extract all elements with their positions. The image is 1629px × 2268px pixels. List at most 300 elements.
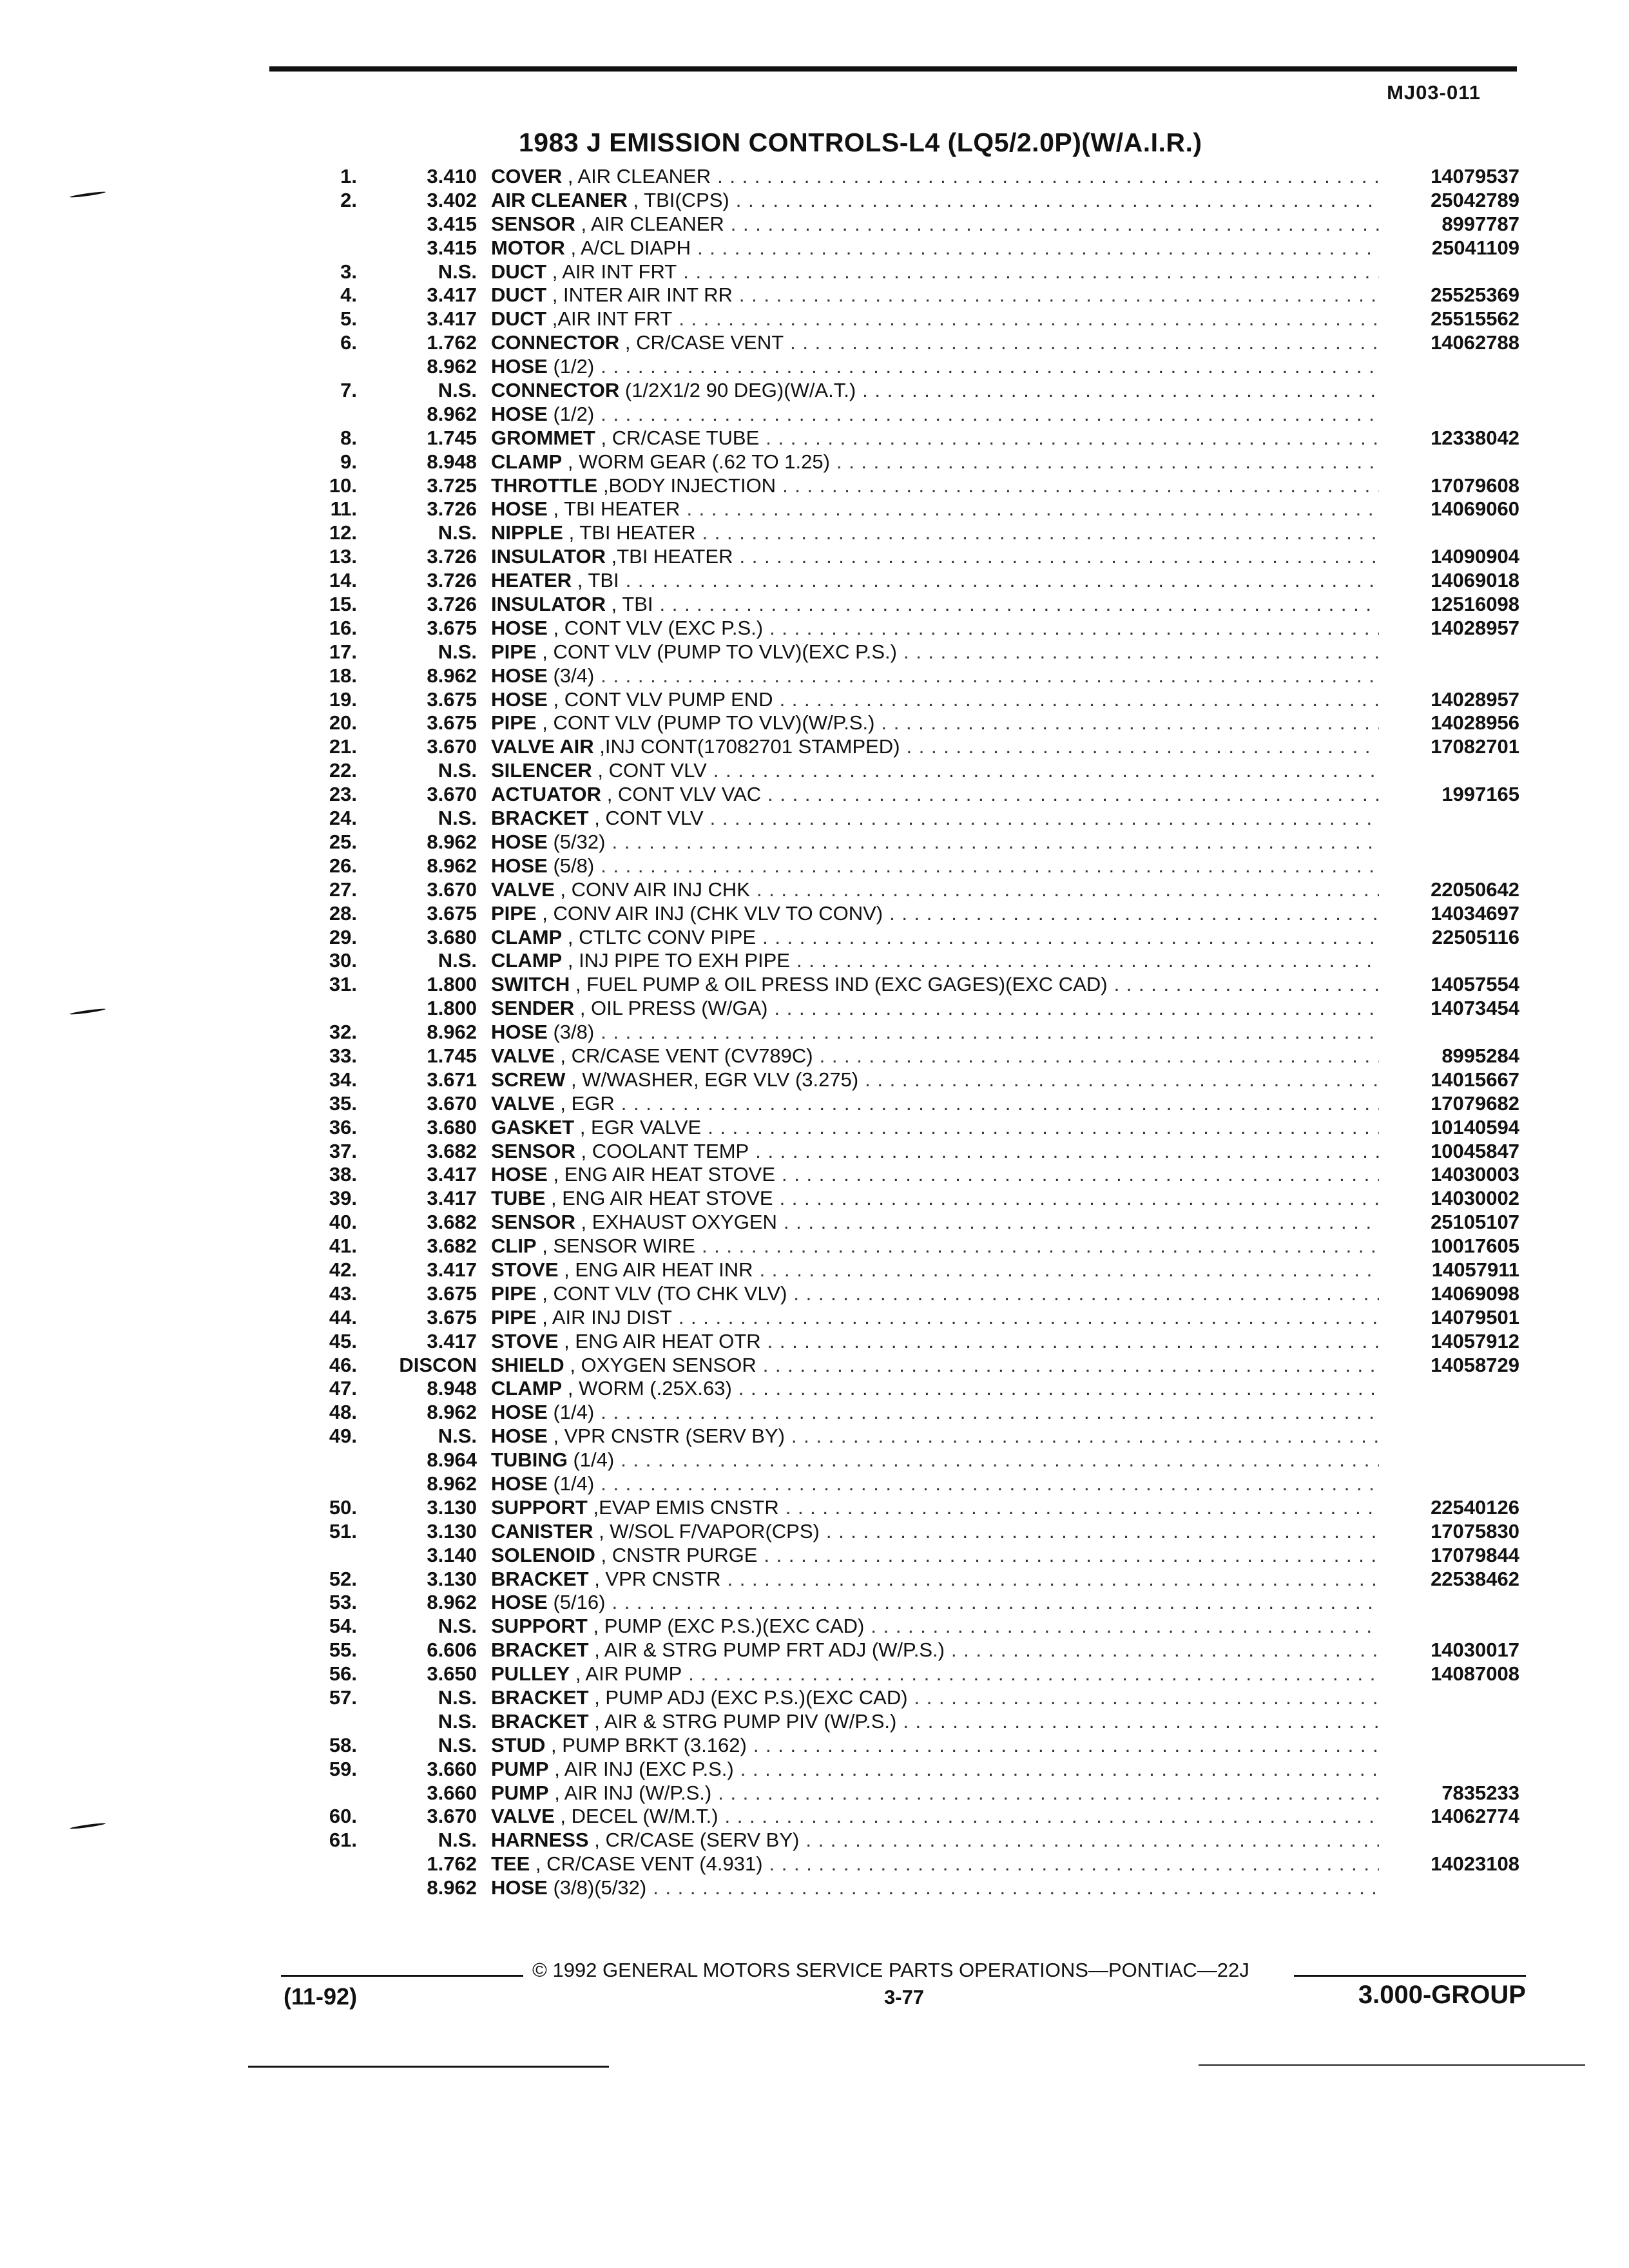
part-name: HOSE	[491, 687, 548, 711]
item-number: 51.	[329, 1519, 357, 1542]
group-number: 3.682	[427, 1235, 477, 1258]
part-row	[0, 1140, 1629, 1164]
group-number: 3.410	[427, 165, 477, 187]
part-number: 8997787	[1441, 212, 1519, 235]
part-number: 17079608	[1431, 474, 1519, 497]
part-name: SUPPORT	[491, 1495, 588, 1519]
part-row	[0, 1187, 1629, 1211]
top-rule	[269, 66, 1517, 72]
part-name: STOVE	[491, 1258, 559, 1281]
part-description	[491, 284, 1379, 307]
part-name: SENSOR	[491, 1139, 575, 1162]
part-row	[0, 593, 1629, 617]
part-description	[491, 1520, 1379, 1544]
group-number: 8.948	[427, 1377, 477, 1400]
part-name: INSULATOR	[491, 593, 606, 616]
part-description	[491, 593, 1379, 617]
part-row	[0, 284, 1629, 307]
part-number: 14057912	[1431, 1329, 1519, 1352]
part-description	[491, 973, 1379, 997]
part-row	[0, 331, 1629, 355]
part-row	[0, 688, 1629, 712]
part-number: 14028957	[1431, 616, 1519, 639]
item-number: 8.	[340, 426, 357, 449]
item-number: 49.	[329, 1425, 357, 1448]
part-description	[491, 1615, 1379, 1639]
part-name: NIPPLE	[491, 521, 563, 544]
item-number: 57.	[329, 1686, 357, 1709]
item-number: 54.	[329, 1615, 357, 1638]
part-number: 22050642	[1431, 878, 1519, 901]
part-detail: , PUMP ADJ (EXC P.S.)(EXC CAD)	[594, 1686, 908, 1709]
part-row	[0, 617, 1629, 640]
part-detail: , TBI HEATER	[553, 497, 680, 521]
part-detail: , W/SOL F/VAPOR(CPS)	[599, 1519, 820, 1542]
part-detail: ,BODY INJECTION	[602, 474, 776, 497]
item-number: 60.	[329, 1805, 357, 1828]
item-number: 25.	[329, 830, 357, 853]
group-number: 3.726	[427, 569, 477, 592]
group-number: 3.675	[427, 1282, 477, 1305]
part-row	[0, 403, 1629, 427]
part-detail: , ENG AIR HEAT STOVE	[551, 1187, 773, 1210]
part-name: ACTUATOR	[491, 783, 602, 806]
part-row	[0, 640, 1629, 664]
item-number: 58.	[329, 1733, 357, 1756]
part-detail: ,TBI HEATER	[611, 545, 733, 568]
part-description	[491, 1686, 1379, 1710]
part-detail: , ENG AIR HEAT OTR	[564, 1329, 761, 1352]
part-description	[491, 759, 1379, 783]
part-description	[491, 1591, 1379, 1615]
part-description	[491, 331, 1379, 355]
part-detail: , AIR INJ (W/P.S.)	[554, 1781, 712, 1804]
group-number: 8.962	[427, 402, 477, 425]
part-name: BRACKET	[491, 1686, 589, 1709]
part-name: TUBING	[491, 1448, 568, 1472]
part-description	[491, 1758, 1379, 1782]
part-detail: , CONT VLV VAC	[606, 783, 762, 806]
revision-date: (11-92)	[284, 1983, 358, 2010]
part-detail: , AIR & STRG PUMP FRT ADJ (W/P.S.)	[594, 1639, 945, 1662]
part-description	[491, 1354, 1379, 1378]
group-number: 3.670	[427, 1091, 477, 1115]
item-number: 16.	[329, 616, 357, 639]
part-name: CLAMP	[491, 1377, 563, 1400]
group-number: 3.417	[427, 284, 477, 307]
part-description	[491, 1092, 1379, 1116]
item-number: 28.	[329, 901, 357, 925]
part-description	[491, 403, 1379, 427]
group-number: 8.962	[427, 854, 477, 877]
part-row	[0, 545, 1629, 569]
group-number: 3.682	[427, 1211, 477, 1234]
part-row	[0, 521, 1629, 545]
group-number: 8.962	[427, 664, 477, 687]
part-row	[0, 165, 1629, 189]
group-number: 3.660	[427, 1757, 477, 1780]
group-number: 8.962	[427, 830, 477, 853]
group-number: N.S.	[438, 1733, 477, 1756]
part-description	[491, 1401, 1379, 1425]
item-number: 35.	[329, 1091, 357, 1115]
part-name: GROMMET	[491, 426, 595, 449]
part-row	[0, 260, 1629, 284]
part-row	[0, 1044, 1629, 1068]
part-name: PIPE	[491, 1282, 537, 1305]
part-detail: , CNSTR PURGE	[601, 1543, 758, 1566]
group-number: 1.800	[427, 997, 477, 1020]
group-number: N.S.	[438, 1425, 477, 1448]
part-row	[0, 236, 1629, 260]
group-number: N.S.	[438, 1615, 477, 1638]
part-detail: ,INJ CONT(17082701 STAMPED)	[599, 735, 900, 758]
item-number: 19.	[329, 687, 357, 711]
item-number: 39.	[329, 1187, 357, 1210]
part-row	[0, 1568, 1629, 1591]
part-row	[0, 1520, 1629, 1544]
part-description	[491, 1140, 1379, 1164]
part-number: 14062788	[1431, 331, 1519, 354]
part-name: SWITCH	[491, 973, 570, 996]
part-number: 14030002	[1431, 1187, 1519, 1210]
part-description	[491, 1044, 1379, 1068]
group-number: N.S.	[438, 640, 477, 663]
part-name: SILENCER	[491, 759, 592, 782]
item-number: 4.	[340, 284, 357, 307]
part-row	[0, 926, 1629, 950]
item-number: 41.	[329, 1235, 357, 1258]
part-description	[491, 878, 1379, 902]
part-detail: , CR/CASE TUBE	[601, 426, 760, 449]
part-detail: , AIR INJ (EXC P.S.)	[554, 1757, 734, 1780]
part-number: 14073454	[1431, 997, 1519, 1020]
part-name: PUMP	[491, 1757, 549, 1780]
item-number: 6.	[340, 331, 357, 354]
part-row	[0, 1662, 1629, 1686]
group-number: 1.745	[427, 426, 477, 449]
part-number: 14030003	[1431, 1163, 1519, 1186]
part-number: 25105107	[1431, 1211, 1519, 1234]
group-number: N.S.	[438, 521, 477, 544]
item-number: 46.	[329, 1353, 357, 1376]
part-name: HOSE	[491, 1021, 548, 1044]
part-description	[491, 831, 1379, 854]
part-name: HOSE	[491, 854, 548, 877]
part-number: 14057554	[1431, 973, 1519, 996]
part-row	[0, 831, 1629, 854]
part-number: 14034697	[1431, 901, 1519, 925]
part-description	[491, 1330, 1379, 1354]
part-number: 12338042	[1431, 426, 1519, 449]
part-number: 14087008	[1431, 1662, 1519, 1686]
part-row	[0, 450, 1629, 474]
group-number: 8.962	[427, 1021, 477, 1044]
part-description	[491, 1805, 1379, 1829]
part-name: BRACKET	[491, 1567, 589, 1590]
part-name: HOSE	[491, 497, 548, 521]
part-number: 8995284	[1441, 1044, 1519, 1067]
part-detail: , A/CL DIAPH	[570, 236, 691, 259]
part-row	[0, 854, 1629, 878]
item-number: 33.	[329, 1044, 357, 1067]
part-row	[0, 735, 1629, 759]
part-description	[491, 1425, 1379, 1448]
part-row	[0, 1448, 1629, 1472]
group-number: N.S.	[438, 379, 477, 402]
item-number: 23.	[329, 783, 357, 806]
part-number: 22540126	[1431, 1495, 1519, 1519]
group-number: 3.680	[427, 1115, 477, 1139]
part-name: HOSE	[491, 1876, 548, 1899]
part-name: SUPPORT	[491, 1615, 588, 1638]
item-number: 27.	[329, 878, 357, 901]
part-description	[491, 1448, 1379, 1472]
part-detail: , INTER AIR INT RR	[552, 284, 733, 307]
part-detail: , EGR VALVE	[579, 1115, 702, 1139]
part-description	[491, 711, 1379, 735]
part-number: 17079682	[1431, 1091, 1519, 1115]
group-number: 3.130	[427, 1567, 477, 1590]
part-detail: (1/2)	[553, 355, 595, 378]
group-number: 8.964	[427, 1448, 477, 1472]
item-number: 18.	[329, 664, 357, 687]
part-detail: , CONT VLV (EXC P.S.)	[553, 616, 764, 639]
part-detail: (1/4)	[553, 1472, 595, 1495]
part-detail: , FUEL PUMP & OIL PRESS IND (EXC GAGES)(EXC CAD)	[575, 973, 1108, 996]
item-number: 55.	[329, 1639, 357, 1662]
group-number: 3.130	[427, 1519, 477, 1542]
part-row	[0, 1544, 1629, 1568]
part-name: VALVE	[491, 1805, 555, 1828]
part-row	[0, 1472, 1629, 1496]
group-number: 3.671	[427, 1068, 477, 1091]
part-row	[0, 711, 1629, 735]
part-name: SENDER	[491, 997, 575, 1020]
part-name: HOSE	[491, 1401, 548, 1424]
group-number: 3.670	[427, 735, 477, 758]
part-row	[0, 1116, 1629, 1140]
item-number: 9.	[340, 450, 357, 473]
part-detail: , AIR & STRG PUMP PIV (W/P.S.)	[594, 1709, 897, 1733]
part-name: COVER	[491, 165, 563, 187]
part-row	[0, 759, 1629, 783]
item-number: 22.	[329, 759, 357, 782]
part-name: HOSE	[491, 1163, 548, 1186]
part-number: 10140594	[1431, 1115, 1519, 1139]
item-number: 24.	[329, 807, 357, 830]
part-row	[0, 1354, 1629, 1378]
part-row	[0, 664, 1629, 688]
group-label: 3.000-GROUP	[1358, 1981, 1526, 2009]
part-description	[491, 497, 1379, 521]
part-detail: , AIR CLEANER	[567, 165, 711, 187]
item-number: 45.	[329, 1329, 357, 1352]
part-name: CLAMP	[491, 925, 563, 948]
part-description	[491, 1876, 1379, 1900]
part-description	[491, 189, 1379, 213]
group-number: 8.948	[427, 450, 477, 473]
group-number: 6.606	[427, 1639, 477, 1662]
item-number: 20.	[329, 711, 357, 735]
group-number: 3.415	[427, 212, 477, 235]
group-number: 8.962	[427, 1472, 477, 1495]
group-number: 8.962	[427, 1401, 477, 1424]
part-detail: (3/8)(5/32)	[553, 1876, 647, 1899]
part-number: 14079537	[1431, 165, 1519, 187]
part-number: 25515562	[1431, 307, 1519, 331]
part-number: 17079844	[1431, 1543, 1519, 1566]
part-detail: , TBI(CPS)	[633, 188, 729, 211]
parts-list	[0, 165, 1629, 1900]
part-row	[0, 1068, 1629, 1092]
item-number: 14.	[329, 569, 357, 592]
group-number: 8.962	[427, 355, 477, 378]
part-description	[491, 1377, 1379, 1401]
part-detail: , EXHAUST OXYGEN	[581, 1211, 777, 1234]
group-number: N.S.	[438, 1709, 477, 1733]
part-detail: , EGR	[560, 1091, 615, 1115]
part-description	[491, 307, 1379, 331]
part-description	[491, 213, 1379, 236]
part-name: PULLEY	[491, 1662, 570, 1686]
group-number: 3.417	[427, 1329, 477, 1352]
part-name: PIPE	[491, 640, 537, 663]
group-number: 3.140	[427, 1543, 477, 1566]
group-number: N.S.	[438, 807, 477, 830]
part-description	[491, 997, 1379, 1021]
part-detail: , OIL PRESS (W/GA)	[579, 997, 768, 1020]
part-row	[0, 1805, 1629, 1829]
item-number: 31.	[329, 973, 357, 996]
part-name: HOSE	[491, 616, 548, 639]
part-row	[0, 1235, 1629, 1258]
item-number: 21.	[329, 735, 357, 758]
item-number: 32.	[329, 1021, 357, 1044]
group-number: 3.680	[427, 925, 477, 948]
part-number: 14090904	[1431, 545, 1519, 568]
group-number: 3.402	[427, 188, 477, 211]
part-description	[491, 735, 1379, 759]
part-row	[0, 1401, 1629, 1425]
item-number: 17.	[329, 640, 357, 663]
group-number: N.S.	[438, 759, 477, 782]
part-number: 22505116	[1431, 925, 1519, 948]
bottom-rule	[248, 2066, 609, 2068]
part-name: PIPE	[491, 711, 537, 735]
part-name: STOVE	[491, 1329, 559, 1352]
part-detail: (5/32)	[553, 830, 606, 853]
item-number: 52.	[329, 1567, 357, 1590]
footer-rule-right	[1294, 1975, 1526, 1977]
part-detail: (3/4)	[553, 664, 595, 687]
part-name: INSULATOR	[491, 545, 606, 568]
part-name: GASKET	[491, 1115, 575, 1139]
part-row	[0, 1021, 1629, 1044]
part-name: AIR CLEANER	[491, 188, 628, 211]
part-name: TUBE	[491, 1187, 546, 1210]
item-number: 44.	[329, 1305, 357, 1329]
item-number: 36.	[329, 1115, 357, 1139]
part-name: VALVE	[491, 1044, 555, 1067]
part-description	[491, 427, 1379, 450]
group-number: 3.670	[427, 783, 477, 806]
part-detail: , COOLANT TEMP	[581, 1139, 749, 1162]
part-detail: , DECEL (W/M.T.)	[560, 1805, 718, 1828]
part-name: HEATER	[491, 569, 572, 592]
item-number: 10.	[329, 474, 357, 497]
part-row	[0, 1686, 1629, 1710]
part-description	[491, 1306, 1379, 1330]
part-name: HOSE	[491, 355, 548, 378]
part-description	[491, 640, 1379, 664]
part-number: 1997165	[1441, 783, 1519, 806]
part-detail: (1/4)	[573, 1448, 615, 1472]
part-detail: ,EVAP EMIS CNSTR	[593, 1495, 779, 1519]
part-row	[0, 1710, 1629, 1734]
copyright-notice: © 1992 GENERAL MOTORS SERVICE PARTS OPERATIONS—PONTIAC—22J	[532, 1959, 1249, 1981]
part-row	[0, 355, 1629, 379]
part-name: CLAMP	[491, 949, 563, 972]
part-name: DUCT	[491, 284, 547, 307]
part-description	[491, 545, 1379, 569]
part-description	[491, 450, 1379, 474]
part-description	[491, 474, 1379, 498]
group-number: 3.415	[427, 236, 477, 259]
part-description	[491, 664, 1379, 688]
part-detail: (1/2)	[553, 402, 595, 425]
item-number: 5.	[340, 307, 357, 331]
group-number: 3.670	[427, 878, 477, 901]
part-name: CONNECTOR	[491, 379, 620, 402]
item-number: 47.	[329, 1377, 357, 1400]
part-detail: , CONT VLV	[597, 759, 707, 782]
part-number: 25041109	[1431, 236, 1519, 259]
part-name: SOLENOID	[491, 1543, 595, 1566]
item-number: 53.	[329, 1591, 357, 1614]
part-description	[491, 949, 1379, 973]
part-row	[0, 427, 1629, 450]
group-number: N.S.	[438, 1829, 477, 1852]
group-number: 3.675	[427, 711, 477, 735]
part-description	[491, 1187, 1379, 1211]
part-detail: , PUMP (EXC P.S.)(EXC CAD)	[593, 1615, 865, 1638]
part-description	[491, 1258, 1379, 1282]
part-description	[491, 521, 1379, 545]
part-detail: ,AIR INT FRT	[552, 307, 673, 331]
part-detail: , CTLTC CONV PIPE	[567, 925, 757, 948]
part-row	[0, 1639, 1629, 1662]
part-row	[0, 1829, 1629, 1852]
item-number: 38.	[329, 1163, 357, 1186]
part-name: PIPE	[491, 901, 537, 925]
part-detail: (1/4)	[553, 1401, 595, 1424]
group-number: 3.725	[427, 474, 477, 497]
part-row	[0, 1782, 1629, 1805]
part-description	[491, 1662, 1379, 1686]
part-number: 14069060	[1431, 497, 1519, 521]
part-name: VALVE	[491, 1091, 555, 1115]
group-number: 3.682	[427, 1139, 477, 1162]
part-name: BRACKET	[491, 807, 589, 830]
part-number: 10017605	[1431, 1235, 1519, 1258]
part-name: BRACKET	[491, 1639, 589, 1662]
part-name: SENSOR	[491, 212, 575, 235]
part-row	[0, 1615, 1629, 1639]
group-number: 3.417	[427, 1187, 477, 1210]
part-detail: , WORM GEAR (.62 TO 1.25)	[567, 450, 830, 473]
part-row	[0, 949, 1629, 973]
